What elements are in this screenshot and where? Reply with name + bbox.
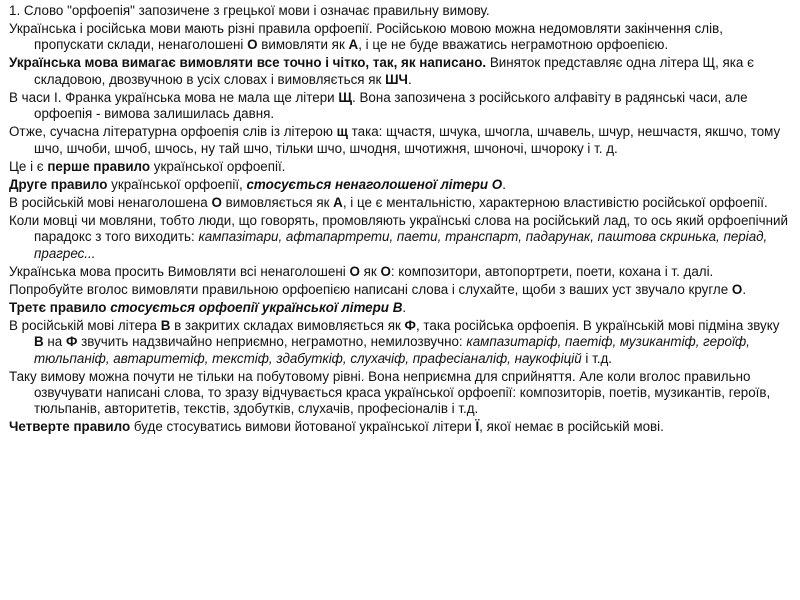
text-run: Ф [404, 317, 416, 333]
text-run: В часи І. Франка українська мова не мала ще літери [9, 89, 339, 105]
text-run: Виняток представляє одна літера Щ, яка є складовою, двозвучною в усіх словах і вимовляється як [34, 55, 754, 87]
text-run: української орфоепії, [107, 176, 247, 192]
paragraph-5 [9, 124, 790, 157]
text-run: Українська мова просить Вимовляти всі ненаголошені [9, 263, 350, 279]
text-run: Таку вимову можна почути не тільки на побутовому рівні. Вона неприємна для сприйняття. Але коли вголос правильно озвучувати написані слова, то зразу відчувається краса української орфоепії: композиторів, поетів, музикантів, героїв, тюльпанів, авторитетів, текстів, здобутків, слухачів, професіоналів і т.д. [9, 368, 771, 417]
text-run: Це і є [9, 158, 48, 174]
text-run: : композитори, автопортрети, поети, кохана і т. далі. [390, 263, 714, 279]
text-run: стосується ненаголошеної літери О [246, 176, 503, 192]
text-run: кампазитаріф, паетіф, музикантіф, героїф, тюльпаніф, автаритетіф, текстіф, здабуткіф, слухачіф, прафесіаналіф, наукофіцій [34, 334, 750, 366]
text-run: вимовляти як [257, 37, 349, 53]
text-run: В [160, 317, 171, 333]
text-run: Ї [475, 419, 480, 435]
text-run: О [211, 194, 222, 210]
text-run: . [407, 71, 412, 87]
paragraph-2 [9, 21, 790, 54]
text-run: звучить надзвичайно неприємно, неграмотно, немилозвучно: [77, 334, 467, 350]
paragraph-9 [9, 213, 790, 262]
text-run: в закритих складах вимовляється як [170, 317, 405, 333]
text-run: Українська і російська мови мають різні правила орфоепії. Російською мовою можна недомовляти закінчення слів, пропускати склади, ненаголошені [9, 21, 723, 53]
text-run: , і це є ментальністю, характерною властивістю російської орфоепії. [342, 194, 768, 210]
text-run: Попробуйте вголос вимовляти правильною орфоепією написані слова і слухайте, щоби з ваших уст звучало кругле [9, 281, 732, 297]
text-run: щ [336, 124, 348, 140]
text-run: стосується орфоепії української літери В [110, 299, 403, 315]
text-run: В російській мові ненаголошена [9, 194, 212, 210]
text-run: Щ [338, 89, 353, 105]
paragraph-4 [9, 90, 790, 123]
document-body [9, 3, 790, 436]
text-run: . [742, 281, 747, 297]
text-run: і т.д. [581, 350, 612, 366]
paragraph-8 [9, 195, 790, 211]
text-run: В [34, 334, 44, 350]
text-run: Друге правило [9, 176, 108, 192]
text-run: . [402, 299, 407, 315]
paragraph-12 [9, 300, 790, 316]
text-run: О [247, 37, 258, 53]
paragraph-7 [9, 177, 790, 193]
text-run: В російській мові літера [9, 317, 161, 333]
text-run: як [359, 263, 381, 279]
text-run: , і це не буде вважатись неграмотною орфоепією. [358, 37, 669, 53]
text-run: Ф [65, 334, 78, 350]
text-run: української орфоепії. [150, 158, 286, 174]
text-run: вимовляється як [221, 194, 334, 210]
text-run: Четверте правило [9, 419, 131, 435]
text-run: А [348, 37, 359, 53]
text-run: буде стосуватись вимови йотованої української літери [130, 419, 476, 435]
paragraph-15 [9, 419, 790, 435]
text-run: , якої немає в російській мові. [479, 419, 664, 435]
text-run: А [333, 194, 343, 210]
paragraph-14 [9, 369, 790, 418]
text-run: , така російська орфоепія. В українській мові підміна звуку [415, 317, 780, 333]
paragraph-6 [9, 159, 790, 175]
text-run: ШЧ [385, 71, 408, 87]
text-run: Коли мовці чи мовляни, тобто люди, що говорять, промовляють українські слова на російський лад, то ось який орфоепічний парадокс з того виходить: [9, 212, 788, 245]
text-run: на [43, 334, 66, 350]
text-run: перше правило [47, 158, 151, 174]
text-run: Третє правило [9, 299, 107, 315]
paragraph-13 [9, 318, 790, 367]
text-run: така: щчастя, шчука, шчогла, шчавель, шчур, нешчастя, якшчо, тому шчо, шчоби, шчоб, шчось, ну тай шчо, тільки шчо, шчодня, шчотижня, шчоночі, шчороку і т. д. [34, 124, 781, 156]
text-run: О [731, 281, 743, 297]
text-run: кампазітари, афтапартрети, паети, транспарт, падарунак, паштова скринька, періад, прагрес... [34, 229, 768, 261]
text-run: Отже, сучасна літературна орфоепія слів із літерою [9, 124, 337, 140]
paragraph-11 [9, 282, 790, 298]
paragraph-1 [9, 3, 790, 19]
text-run: 1. Слово "орфоепія" запозичене з грецької мови і означає правильну вимову. [9, 3, 490, 18]
text-run: Українська мова вимагає вимовляти все точно і чітко, так, як написано. [9, 55, 487, 71]
text-run: О [349, 263, 360, 279]
text-run: О [380, 263, 391, 279]
paragraph-3 [9, 55, 790, 88]
text-run: . Вона запозичена з російського алфавіту в радянські часи, але орфоепія - вимова залишилась давня. [34, 89, 748, 122]
text-run: . [502, 176, 506, 192]
paragraph-10 [9, 264, 790, 280]
